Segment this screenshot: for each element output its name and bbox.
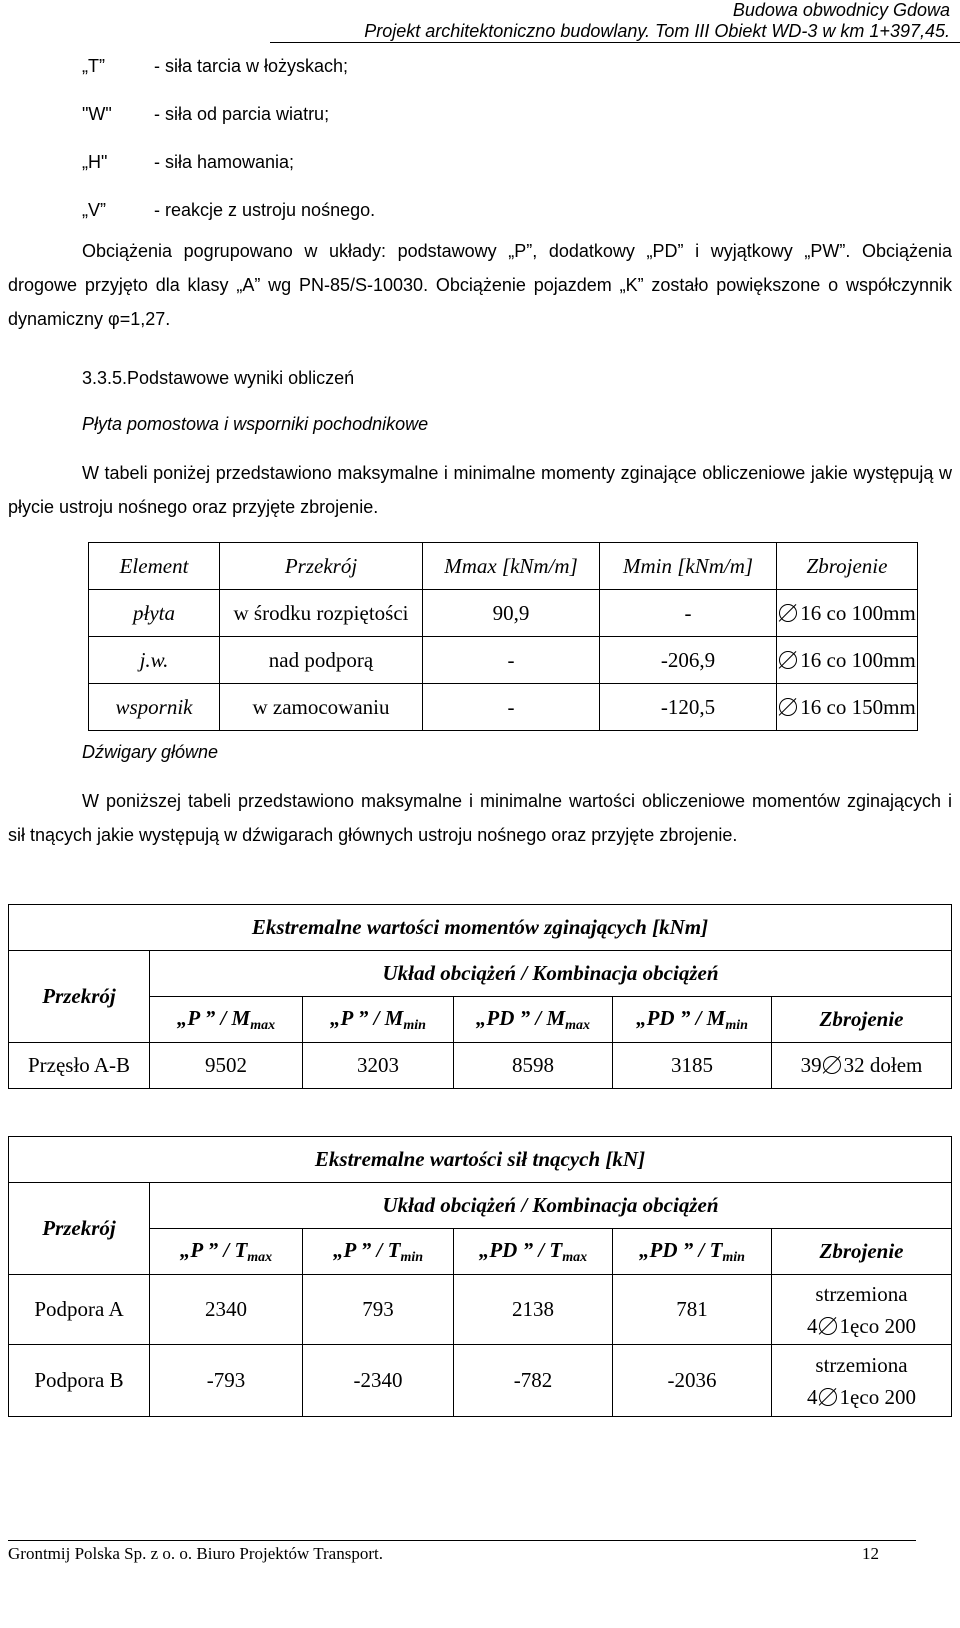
diameter-icon [818, 1387, 838, 1407]
page-header [364, 0, 950, 42]
paragraph-table2-intro: W poniższej tabeli przedstawiono maksymalne i minimalne wartości obliczeniowe momentów zginających i sił tnących jakie występują w dźwigarach głównych ustroju nośnego oraz przyjęte zbrojenie. [8, 791, 952, 845]
table-title: Ekstremalne wartości sił tnących [kN] [9, 1137, 952, 1183]
table-row: Podpora B -793 -2340 -782 -2036 strzemiona 4 1ęco 200 [9, 1345, 952, 1417]
paragraph-table1-intro: W tabeli poniżej przedstawiono maksymalne i minimalne momenty zginające obliczeniowe jakie występują w płycie ustroju nośnego oraz przyjęte zbrojenie. [8, 463, 952, 517]
table-row: Podpora A 2340 793 2138 781 strzemiona 4 1ęco 200 [9, 1275, 952, 1345]
diameter-icon [822, 1055, 842, 1075]
section-heading: 3.3.5.Podstawowe wyniki obliczeń [82, 368, 355, 388]
table-header-row [89, 543, 918, 590]
col-header: Przekrój [9, 951, 150, 1043]
slab-moments-table [88, 542, 918, 731]
shear-table: Ekstremalne wartości sił tnących [kN] Przekrój Układ obciążeń / Kombinacja obciążeń „P ” / $T_{max}$ „P ” / $T_{min}$ „PD ” / $T_{max}$ „PD ” / $T_{min}$ Zbrojenie Podpora A 2340 793 2138 781 strzemiona 4 1ęco 200 Podpora B -793 -2340 -782 -2036 strzemiona 4 1ęco 200 [8, 1136, 952, 1417]
diameter-icon [778, 697, 798, 717]
table-title: Ekstremalne wartości momentów zginających [kNm] [9, 905, 952, 951]
table-row: płyta w środku rozpiętości 90,9 - 16 co 100mm [89, 590, 918, 637]
page-number: 12 [862, 1544, 879, 1563]
paragraph-load-groups: Obciążenia pogrupowano w układy: podstawowy „P”, dodatkowy „PD” i wyjątkowy „PW”. Obciążenia drogowe przyjęto dla klasy „A” wg PN-85/S-10030. Obciążenie pojazdem „K” zostało powiększone o współczynnik dynamiczny φ=1,27. [8, 241, 952, 329]
moments-table: Ekstremalne wartości momentów zginających [kNm] Przekrój Układ obciążeń / Kombinacja obciążeń „P ” / $M_{max}$ „P ” / $M_{min}$ „PD ” / $M_{max}$ „PD ” / $M_{min}$ Zbrojenie Przęsło A-B 9502 3203 8598 3185 39 32 dołem [8, 904, 952, 1089]
col-header: Przekrój [220, 543, 423, 590]
subheading-main-girders: Dźwigary główne [82, 742, 219, 762]
subheading-deck-slab: Płyta pomostowa i wsporniki pochodnikowe [82, 414, 429, 434]
table-row: Przęsło A-B 9502 3203 8598 3185 39 32 dołem [9, 1043, 952, 1089]
diameter-icon [818, 1316, 838, 1336]
footer-divider [8, 1540, 916, 1541]
table-row: wspornik w zamocowaniu - -120,5 16 co 150mm [89, 684, 918, 731]
col-header: Element [89, 543, 220, 590]
col-group-header: Układ obciążeń / Kombinacja obciążeń [150, 951, 952, 997]
col-header: Zbrojenie [777, 543, 918, 590]
col-group-header: Układ obciążeń / Kombinacja obciążeń [150, 1183, 952, 1229]
col-header: Mmin [kNm/m] [600, 543, 777, 590]
col-header: Mmax [kNm/m] [423, 543, 600, 590]
diameter-icon [778, 603, 798, 623]
col-header: Przekrój [9, 1183, 150, 1275]
diameter-icon [778, 650, 798, 670]
header-divider [270, 42, 960, 43]
header-title: Budowa obwodnicy Gdowa [732, 0, 950, 20]
footer-company: Grontmij Polska Sp. z o. o. Biuro Projektów Transport. [8, 1544, 383, 1563]
header-subtitle: Projekt architektoniczno budowlany. Tom III Obiekt WD-3 w km 1+397,45. [364, 21, 950, 41]
table-row: j.w. nad podporą - -206,9 16 co 100mm [89, 637, 918, 684]
